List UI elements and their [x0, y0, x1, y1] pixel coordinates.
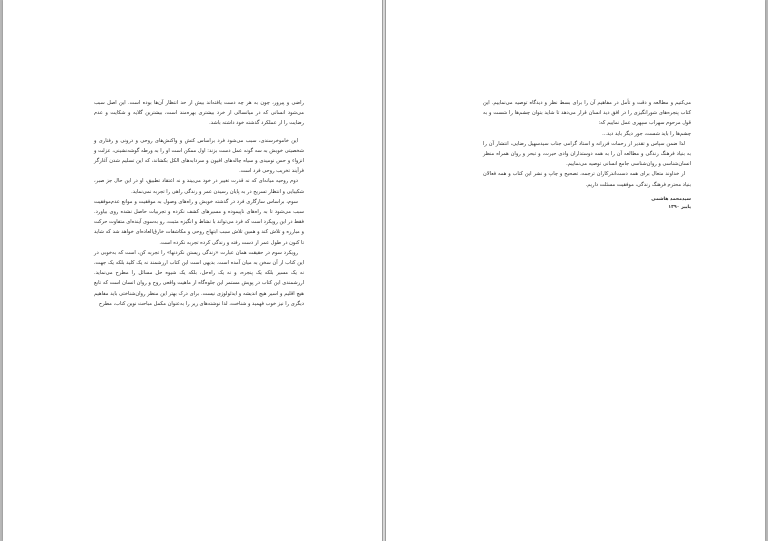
paragraph-gap [94, 129, 304, 136]
right-paragraph-2: لذا ضمن سپاس و تقدیر از زحمات فرزانه و استاد گرامی جناب سیدسهیل رضایی، انتشار آن را به بنیاد فرهنگ زندگی و مطالعه آن را به همه دوستداران وادی حیرت، و تبحر و روان همراه منظر انسان‌شناسی و روان‌شناسی جامع انسانی توصیه می‌نماییم. [483, 140, 691, 168]
left-paragraph-4: سوم، براساس سازگاری فرد در گذشته خویش و راه‌های وصول به موفقیت و موانع عدم‌موفقیت سبب می‌شود تا به راه‌های ناپیموده و مسیرهای کشف نکرده و تجربیات حاصل نشده روی بیاورد. فقط در این رویکرد است که فرد می‌تواند با نشاط و انگیزه مثبت، رو به‌سوی آینده‌ای متفاوت حرکت و مبارزه و تلاش کند و همین تلاش سبب ابتهاج روحی و مکاشفات خارق‌العاده‌ای خواهد شد که شاید تا کنون در طول عمر از دست رفته و زندگی کرده تجربه نکرده است. [94, 198, 304, 246]
left-paragraph-2: این خاموخرسندی، سبب می‌شود فرد براساس کنش و واکنش‌های روحی و درونی و رفتاری و شخصیتی خویش به سه گونه عمل دست بزند: اول ممکن است او را به ورطه گوشه‌نشینی، عزلت و انزواء و حس نومیدی و سیاه چاله‌های افیون و سردابه‌های الکل بکشاند، که این تسلیم شدن آغازگر فرآیند تخریب روحی فرد است. [94, 137, 304, 175]
book-gutter [382, 0, 386, 541]
book-spread [3, 0, 765, 541]
right-page [387, 0, 765, 541]
signature-date: پاییز ۱۳۹۰ [668, 204, 691, 210]
left-paragraph-3: دوم روحیه میانه‌ای که نه قدرت تغییر در خود می‌بیند و نه اعتقاد تطبیق، او در این حال جز صبر، شکیبایی و انتظار تسریح در به پایان رسیدن عمر و زندگی راهی را تجربه نمی‌نماید. [94, 178, 304, 195]
right-page-text [483, 98, 691, 212]
signature-block [483, 196, 691, 212]
right-paragraph-3: از خداوند متعال برای همه دست‌اندرکاران ترجمه، تصحیح و چاپ و نشر این کتاب و همه فعالان بنیاد محترم فرهنگ زندگی، موفقیت مسئلت داریم. [483, 171, 691, 188]
signature-name: سیدمحمد هاشمی [651, 196, 691, 202]
left-paragraph-1: راضی و پیروز، چون به هر چه دست یافته‌اند بیش از حد انتظار آن‌ها بوده است. این اصل سبب می‌شود انسانی که در میانسالی از خرد بیشتری بهره‌مند است، بیشترین گلایه و شکایت و عدم رضایت را از عملکرد گذشته خود داشته باشد. [94, 100, 304, 127]
right-paragraph-1: می‌کنیم و مطالعه و دقت و تأمل در مفاهیم آن را برای بسط نظر و دیدگاه توصیه می‌نماییم. این کتاب پنجره‌های شورانگیزی را در افق دید انسان قرار می‌دهد تا شاید بتوان چشم‌ها را شست و به قول مرحوم سهراب سپهری عمل نماییم که: [483, 100, 691, 127]
left-page [3, 0, 381, 541]
right-quote-line: چشم‌ها را باید شست، جور دیگر باید دید... [602, 130, 691, 137]
left-paragraph-5: رویکرد سوم در حقیقت همان عبارت «زندگی زیستن نکردنها» را تجربه کن، است که به‌خوبی در این کتاب از آن سخن به میان آمده است. بدیهی است این کتاب ارزشمند نه یک کلید بلکه یک جهت، نه یک مسیر بلکه یک پنجره، و نه یک راه‌حل، بلکه یک شیوه حل مسائل را مطرح می‌نماید. ارزشمندی این کتاب در پویش مستمر این جلوه‌گاه از ماهیت واقعی روح و روان انسان است که تابع هیچ اقلیم و اسیر هیچ اندیشه و ایدئولوژی نیست. برای درک بهتر این منظر روان‌شناختی باید مفاهیم دیگری را نیز خوب فهمید و شناخت، لذا نوشته‌های زیر را به‌عنوان مکمل مباحث نوین کتاب، مطرح [94, 249, 304, 307]
left-page-text [94, 98, 304, 309]
